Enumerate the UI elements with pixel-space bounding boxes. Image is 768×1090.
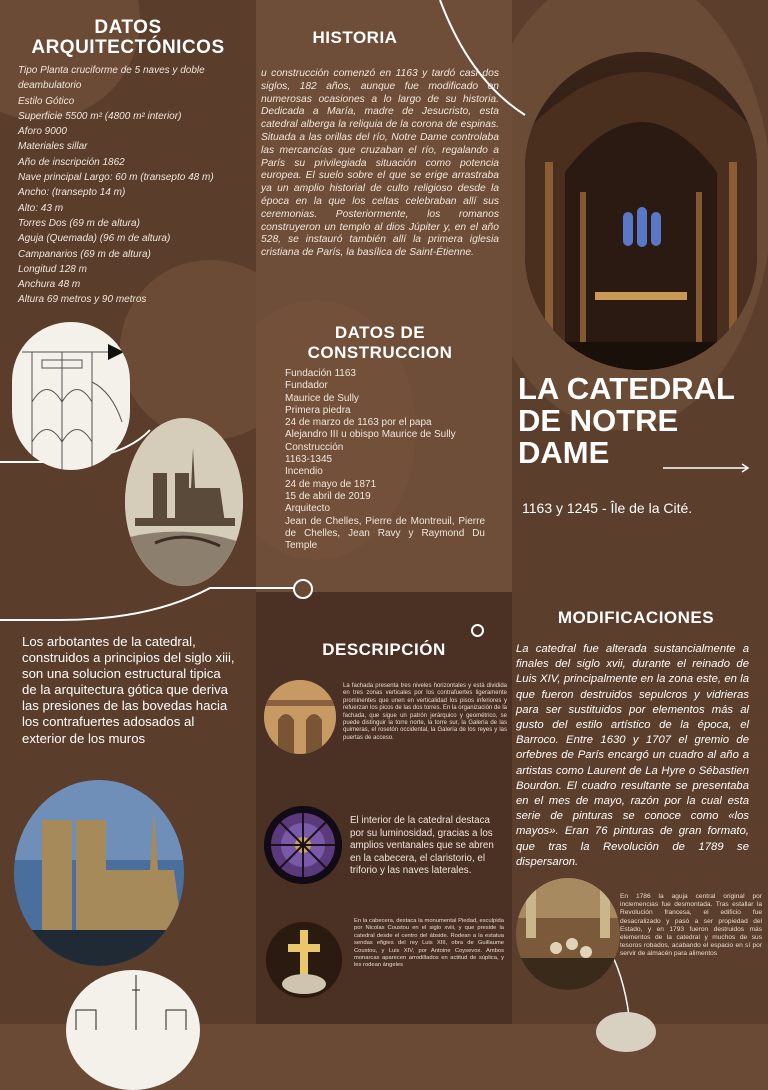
modificaciones-title-wrap — [518, 608, 754, 628]
construccion-list — [285, 368, 485, 552]
hero-subtitle: 1163 y 1245 - Île de la Cité. — [522, 500, 693, 516]
datos-item: deambulatorio — [18, 80, 82, 92]
construccion-line: Incendio — [285, 466, 323, 478]
datos-title: DATOS ARQUITECTÓNICOS — [31, 17, 225, 58]
construccion-line: 24 de marzo de 1163 por el papa — [285, 417, 432, 429]
descripcion-block-3: En la cabecera, destaca la monumental Piedad, esculpida por Nicolas Coustou en el siglo xviii, y que preside la catedral desde el centro del ábside. Rodean a la estatua sendas efigies del rey Luis XIII, obra de Guillaume Coustou, y Luis XIV, por Antoine Coysevox. Ambos monarcas aparecen arrodillados en actitud de súplica, y les rodean ángeles — [354, 918, 504, 969]
historia-title-wrap — [262, 28, 448, 48]
descripcion-block-1: La fachada presenta tres niveles horizontales y está dividida en tres zonas verticales por los contrafuertes ligeramente prominentes que unen en verticalidad los pisos inferiores y refuerzan los picos de las dos torres. En la organización de la fachada, que sigue un patrón jerárquico y geométrico, se puede distinguir la torre norte, la torre sur, la Galería de las quimeras, el rosetón occidental, la Galería de los reyes y las puertas de acceso. — [343, 683, 507, 741]
construccion-line: Jean de Chelles, Pierre de Montreuil, Pierre de Chelles, Jean Ravy y Raymond Du Temple — [285, 515, 485, 552]
datos-item: Alto: 43 m — [18, 202, 64, 214]
construccion-line: 1163-1345 — [285, 454, 333, 466]
gothic-sketch — [66, 970, 200, 1090]
construccion-line: Primera piedra — [285, 404, 351, 416]
historia-text: u construcción comenzó en 1163 y tardó casi dos siglos, 182 años, aunque fue modificado en numerosas ocasiones a lo largo de su historia. Dedicada a María, madre de Jesucristo, esta catedral alberga la reliquia de la corona de espinas. Situada a las orillas del río, Notre Dame controlaba las mercancías que cruzaban el río, regalando a París su privilegiada situación como potencia europea. El suelo sobre el que se erige arrastraba ya un amplio historial de culto religioso desde la época en la que los celtas celebraban allí sus ceremonias. Posteriormente, los romanos construyeron un templo al dios Júpiter y, en el año 528, se instauró también allí la primera iglesia cristiana de París, la basílica de Saint-Étienne. — [261, 68, 499, 259]
construccion-line: Alejandro III u obispo Maurice de Sully — [285, 429, 456, 441]
bottom-photo-partial — [596, 1012, 656, 1052]
modificaciones-text-2: En 1786 la aguja central original por inclemencias fue desmontada. Tras estallar la Revolución francesa, el edificio fue desacralizado y pasó a ser propiedad del Estado, y en 1793 fueron destruidos más elementos de la catedral y muchos de sus tesoros robados, acabando el espacio en sí por servir de almacén para alimentos — [620, 893, 762, 958]
datos-item: Año de inscripción 1862 — [18, 156, 125, 168]
descripcion-title: DESCRIPCIÓN — [322, 640, 446, 659]
flying-buttress-drawing — [12, 322, 130, 470]
decor-ring — [471, 624, 484, 637]
rose-window-photo — [264, 806, 342, 884]
construccion-title-wrap — [270, 323, 490, 363]
datos-item: Superficie 5500 m² (4800 m² interior) — [18, 110, 182, 122]
datos-item: Anchura 48 m — [18, 279, 81, 291]
datos-item: Estilo Gótico — [18, 95, 75, 107]
datos-item: Longitud 128 m — [18, 263, 87, 275]
arbotantes-text: Los arbotantes de la catedral, construidos a principios del siglo xiii, son una solucion estructural tipica de la arquitectura gótica que deriva las presiones de las bovedas hacia los contrafuertes adosados al exterior de los muros — [22, 634, 235, 746]
modificaciones-text: La catedral fue alterada sustancialmente a finales del siglo xvii, durante el reinado de Luis XIV, principalmente en la zona este, en la que fueron destruidos sepulcros y vidrieras para ser sustituidos por elementos más al gusto del estilo artístico de la época, el Barroco. Entre 1630 y 1707 el gremio de orfebres de París encargó un cuadro al año a artistas como Laurent de La Hyre o Sébastien Bourdon. El cuadro resultante se presentaba en el mes de mayo, razón por la cual esta serie de pinturas se conoce como «los mayos». Eran 76 pinturas de gran formato, que tras la Revolución de 1789 se dispersaron. — [516, 643, 749, 868]
datos-item: Aguja (Quemada) (96 m de altura) — [18, 233, 171, 245]
notre-dame-engraving — [125, 418, 243, 586]
pieta-photo — [266, 922, 342, 998]
historia-title: HISTORIA — [312, 28, 398, 47]
construccion-line: Arquitecto — [285, 503, 331, 515]
facade-photo — [264, 680, 336, 754]
descripcion-block-2: El interior de la catedral destaca por su luminosidad, gracias a los amplios ventanales que se abren en la cabecera, el claristorio, el triforio y las naves laterales. — [350, 815, 494, 877]
construccion-line: Maurice de Sully — [285, 392, 359, 404]
hero-title: LA CATEDRAL DE NOTRE DAME — [518, 371, 735, 470]
modificaciones-title: MODIFICACIONES — [557, 608, 715, 627]
descripcion-title-wrap — [290, 640, 478, 660]
construccion-title: DATOS DE CONSTRUCCION — [307, 323, 453, 362]
construccion-line: Fundador — [285, 380, 328, 392]
datos-item: Altura 69 metros y 90 metros — [18, 294, 147, 306]
datos-title-wrap — [10, 18, 246, 58]
datos-item: Tipo Planta cruciforme de 5 naves y doble — [18, 65, 205, 76]
datos-item: Ancho: (transepto 14 m) — [18, 187, 126, 199]
datos-item: Aforo 9000 — [18, 126, 67, 138]
datos-item: Torres Dos (69 m de altura) — [18, 217, 140, 229]
construccion-line: 15 de abril de 2019 — [285, 490, 371, 502]
construccion-line: Fundación 1163 — [285, 368, 356, 379]
decor-ring — [293, 579, 313, 599]
datos-item: Materiales sillar — [18, 141, 88, 153]
painting-photo — [516, 878, 620, 990]
construccion-line: 24 de mayo de 1871 — [285, 478, 377, 490]
notre-dame-night-photo — [14, 780, 184, 966]
cathedral-interior-photo — [525, 52, 757, 370]
datos-item: Campanarios (69 m de altura) — [18, 248, 151, 260]
construccion-line: Construcción — [285, 441, 344, 453]
datos-item: Nave principal Largo: 60 m (transepto 48 m) — [18, 172, 214, 184]
datos-list — [18, 63, 248, 308]
